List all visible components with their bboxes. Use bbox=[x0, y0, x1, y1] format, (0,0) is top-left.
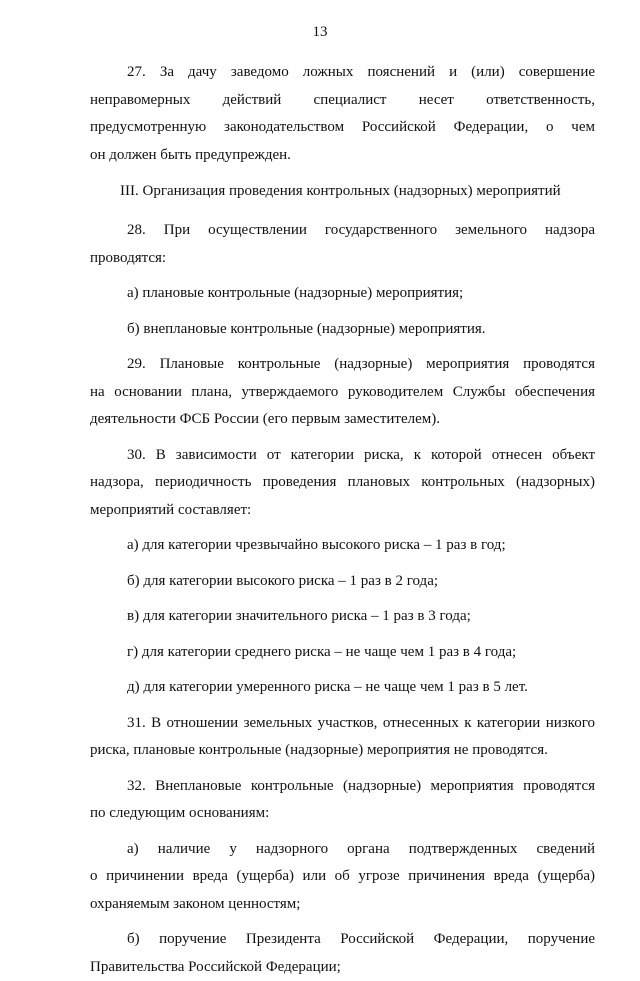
paragraph-31 bbox=[90, 710, 595, 765]
page-number: 13 bbox=[0, 24, 640, 41]
paragraph-29 bbox=[90, 351, 595, 434]
paragraph-31-line-1: 31. В отношении земельных участков, отнесенных к категории низкого bbox=[90, 710, 595, 738]
paragraph-30-item-c: в) для категории значительного риска – 1 раз в 3 года; bbox=[90, 603, 595, 631]
paragraph-27 bbox=[90, 59, 595, 169]
paragraph-27-line-1: 27. За дачу заведомо ложных пояснений и (или) совершение bbox=[90, 59, 595, 87]
section-heading: III. Организация проведения контрольных (надзорных) мероприятий bbox=[90, 178, 595, 206]
document-body bbox=[90, 59, 595, 981]
paragraph-29-line-2: на основании плана, утверждаемого руководителем Службы обеспечения bbox=[90, 379, 595, 407]
paragraph-30-item-e: д) для категории умеренного риска – не чаще чем 1 раз в 5 лет. bbox=[90, 674, 595, 702]
paragraph-28-item-b: б) внеплановые контрольные (надзорные) мероприятия. bbox=[90, 316, 595, 344]
paragraph-32-item-b bbox=[90, 926, 595, 981]
paragraph-27-line-4: он должен быть предупрежден. bbox=[90, 142, 595, 170]
paragraph-30-item-a: а) для категории чрезвычайно высокого риска – 1 раз в год; bbox=[90, 532, 595, 560]
paragraph-30-line-1: 30. В зависимости от категории риска, к которой отнесен объект bbox=[90, 442, 595, 470]
paragraph-30-line-3: мероприятий составляет: bbox=[90, 497, 595, 525]
paragraph-32-item-b-line-1: б) поручение Президента Российской Федерации, поручение bbox=[90, 926, 595, 954]
paragraph-29-line-3: деятельности ФСБ России (его первым заместителем). bbox=[90, 406, 595, 434]
paragraph-32-item-a-line-3: охраняемым законом ценностям; bbox=[90, 891, 595, 919]
paragraph-32 bbox=[90, 773, 595, 828]
paragraph-32-line-1: 32. Внеплановые контрольные (надзорные) мероприятия проводятся bbox=[90, 773, 595, 801]
paragraph-32-item-a-line-1: а) наличие у надзорного органа подтвержденных сведений bbox=[90, 836, 595, 864]
paragraph-31-line-2: риска, плановые контрольные (надзорные) мероприятия не проводятся. bbox=[90, 737, 595, 765]
paragraph-32-line-2: по следующим основаниям: bbox=[90, 800, 595, 828]
paragraph-30-item-b: б) для категории высокого риска – 1 раз в 2 года; bbox=[90, 568, 595, 596]
paragraph-28-line-1: 28. При осуществлении государственного земельного надзора bbox=[90, 217, 595, 245]
paragraph-27-line-3: предусмотренную законодательством Российской Федерации, о чем bbox=[90, 114, 595, 142]
paragraph-32-item-a bbox=[90, 836, 595, 919]
paragraph-32-item-b-line-2: Правительства Российской Федерации; bbox=[90, 954, 595, 981]
paragraph-28-item-a: а) плановые контрольные (надзорные) мероприятия; bbox=[90, 280, 595, 308]
paragraph-30-line-2: надзора, периодичность проведения плановых контрольных (надзорных) bbox=[90, 469, 595, 497]
paragraph-32-item-a-line-2: о причинении вреда (ущерба) или об угрозе причинения вреда (ущерба) bbox=[90, 863, 595, 891]
paragraph-30 bbox=[90, 442, 595, 525]
paragraph-29-line-1: 29. Плановые контрольные (надзорные) мероприятия проводятся bbox=[90, 351, 595, 379]
paragraph-28 bbox=[90, 217, 595, 272]
paragraph-27-line-2: неправомерных действий специалист несет ответственность, bbox=[90, 87, 595, 115]
paragraph-30-item-d: г) для категории среднего риска – не чаще чем 1 раз в 4 года; bbox=[90, 639, 595, 667]
paragraph-28-line-2: проводятся: bbox=[90, 245, 595, 273]
